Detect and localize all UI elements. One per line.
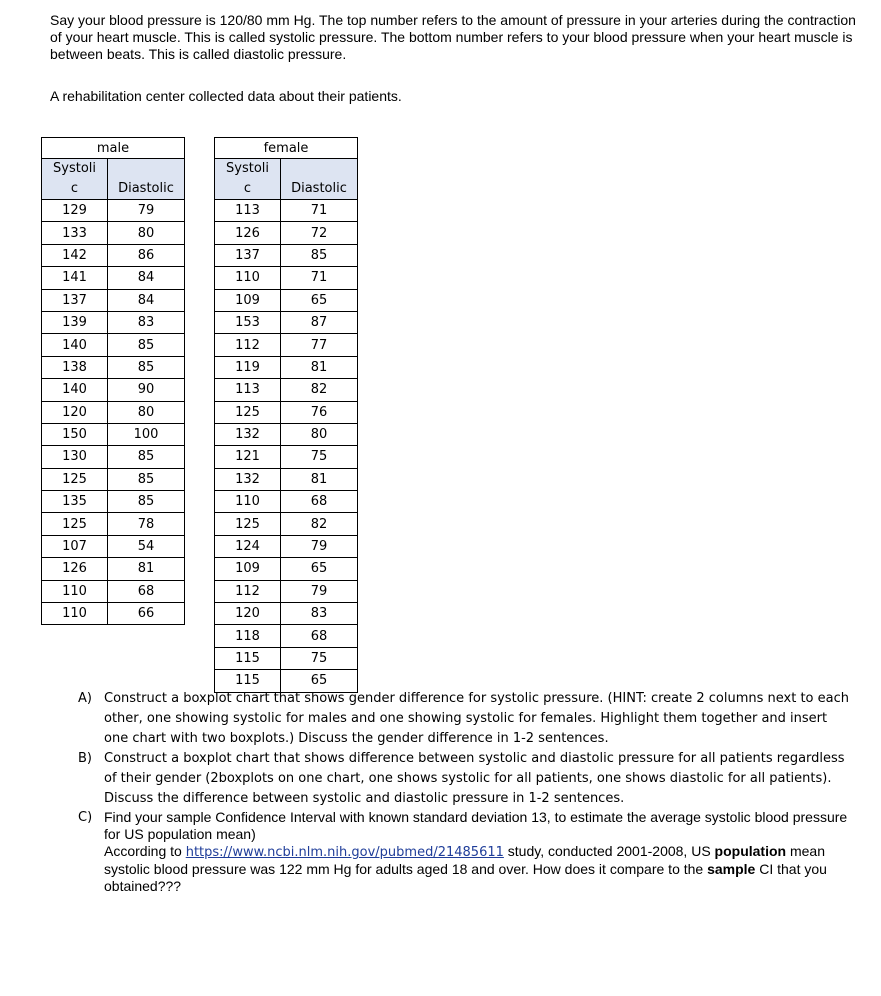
male-diastolic-cell: 90: [108, 379, 185, 401]
question-c-middle: mean systolic blood pressure was 122 mm Hg for adults aged 18 and over. How does it compare to the: [104, 843, 826, 877]
male-table-body: [42, 200, 185, 625]
male-diastolic-cell: 85: [108, 356, 185, 378]
male-diastolic-cell: 100: [108, 423, 185, 445]
male-systolic-header-line2: c: [70, 181, 79, 196]
male-diastolic-cell: 85: [108, 446, 185, 468]
male-table-row: [42, 468, 185, 490]
male-systolic-cell: 135: [42, 491, 108, 513]
female-systolic-cell: 113: [215, 379, 281, 401]
male-table-row: [42, 244, 185, 266]
male-table-row: [42, 491, 185, 513]
female-table-row: [215, 491, 358, 513]
male-table-row: [42, 222, 185, 244]
female-diastolic-cell: 65: [281, 289, 358, 311]
female-table-row: [215, 580, 358, 602]
male-diastolic-cell: 54: [108, 535, 185, 557]
female-diastolic-cell: 68: [281, 491, 358, 513]
female-diastolic-cell: 82: [281, 379, 358, 401]
female-table-row: [215, 244, 358, 266]
male-diastolic-cell: 81: [108, 558, 185, 580]
female-systolic-cell: 113: [215, 200, 281, 222]
female-table-body: [215, 200, 358, 693]
male-systolic-cell: 126: [42, 558, 108, 580]
female-diastolic-cell: 81: [281, 356, 358, 378]
female-diastolic-cell: 79: [281, 580, 358, 602]
female-systolic-cell: 120: [215, 603, 281, 625]
pubmed-link[interactable]: https://www.ncbi.nlm.nih.gov/pubmed/21485611: [185, 845, 504, 860]
question-a-text: Construct a boxplot chart that shows gender difference for systolic pressure. (HINT: create 2 columns next to each other, one showing systolic for males and one showing systolic for females. Highlight them together and insert one chart with two boxplots.) Discuss the gender difference in 1-2 sentences.: [104, 691, 849, 746]
question-a-letter: A): [78, 691, 92, 706]
female-systolic-cell: 126: [215, 222, 281, 244]
male-diastolic-cell: 85: [108, 491, 185, 513]
male-systolic-cell: 139: [42, 311, 108, 333]
male-systolic-cell: 141: [42, 267, 108, 289]
male-table-row: [42, 267, 185, 289]
male-diastolic-cell: 86: [108, 244, 185, 266]
female-systolic-cell: 112: [215, 334, 281, 356]
female-table-title: female: [215, 138, 358, 159]
female-table-row: [215, 603, 358, 625]
female-table-row: [215, 468, 358, 490]
male-systolic-cell: 120: [42, 401, 108, 423]
male-systolic-cell: 110: [42, 580, 108, 602]
female-diastolic-header: Diastolic: [281, 159, 358, 200]
female-systolic-header: [215, 159, 281, 200]
question-c-according: According to: [104, 843, 186, 859]
female-diastolic-cell: 68: [281, 625, 358, 647]
male-systolic-cell: 125: [42, 468, 108, 490]
question-c-text: [104, 809, 853, 895]
female-table-row: [215, 558, 358, 580]
male-systolic-cell: 125: [42, 513, 108, 535]
female-diastolic-cell: 71: [281, 267, 358, 289]
male-systolic-header: [42, 159, 108, 200]
population-bold: population: [714, 843, 787, 859]
male-table-row: [42, 446, 185, 468]
female-systolic-cell: 109: [215, 558, 281, 580]
male-diastolic-cell: 84: [108, 267, 185, 289]
female-diastolic-cell: 80: [281, 423, 358, 445]
female-table-row: [215, 200, 358, 222]
female-diastolic-cell: 76: [281, 401, 358, 423]
male-diastolic-cell: 79: [108, 200, 185, 222]
female-systolic-cell: 112: [215, 580, 281, 602]
male-systolic-cell: 133: [42, 222, 108, 244]
female-systolic-cell: 110: [215, 491, 281, 513]
male-diastolic-cell: 66: [108, 603, 185, 625]
male-systolic-cell: 129: [42, 200, 108, 222]
female-diastolic-cell: 87: [281, 311, 358, 333]
question-c-letter: C): [78, 810, 93, 825]
female-table-row: [215, 379, 358, 401]
question-b-letter: B): [78, 751, 92, 766]
male-diastolic-cell: 80: [108, 222, 185, 244]
male-table-row: [42, 603, 185, 625]
female-diastolic-cell: 79: [281, 535, 358, 557]
question-c-line1: Find your sample Confidence Interval with known standard deviation 13, to estimate the average systolic blood pressure for US population mean): [104, 809, 848, 842]
female-systolic-header-line1: Systoli: [226, 161, 269, 176]
female-diastolic-cell: 77: [281, 334, 358, 356]
male-systolic-cell: 138: [42, 356, 108, 378]
male-table-row: [42, 289, 185, 311]
female-systolic-cell: 132: [215, 468, 281, 490]
male-diastolic-cell: 68: [108, 580, 185, 602]
female-table-row: [215, 267, 358, 289]
female-systolic-cell: 132: [215, 423, 281, 445]
female-diastolic-cell: 65: [281, 670, 358, 692]
intro-paragraph: Say your blood pressure is 120/80 mm Hg. The top number refers to the amount of pressure in your arteries during the contraction of your heart muscle. This is called systolic pressure. The bottom number refers to your blood pressure when your heart muscle is between beats. This is called diastolic pressure.: [50, 12, 856, 62]
male-systolic-cell: 110: [42, 603, 108, 625]
female-diastolic-cell: 75: [281, 647, 358, 669]
male-diastolic-cell: 85: [108, 468, 185, 490]
male-table-row: [42, 356, 185, 378]
female-systolic-cell: 119: [215, 356, 281, 378]
question-a: [78, 689, 853, 749]
female-table-row: [215, 446, 358, 468]
female-table-row: [215, 356, 358, 378]
male-table-row: [42, 535, 185, 557]
female-systolic-cell: 137: [215, 244, 281, 266]
male-systolic-cell: 130: [42, 446, 108, 468]
male-table-row: [42, 311, 185, 333]
female-table-row: [215, 401, 358, 423]
male-table-title: male: [42, 138, 185, 159]
female-systolic-cell: 125: [215, 513, 281, 535]
question-c-end: CI that you obtained???: [104, 861, 827, 894]
female-diastolic-cell: 75: [281, 446, 358, 468]
female-table-row: [215, 311, 358, 333]
female-table-row: [215, 334, 358, 356]
male-table-row: [42, 379, 185, 401]
female-diastolic-cell: 72: [281, 222, 358, 244]
male-diastolic-cell: 83: [108, 311, 185, 333]
female-table-row: [215, 222, 358, 244]
male-table: [41, 137, 185, 625]
female-table: [214, 137, 358, 693]
female-systolic-cell: 115: [215, 670, 281, 692]
female-systolic-cell: 124: [215, 535, 281, 557]
female-table-row: [215, 535, 358, 557]
male-table-row: [42, 423, 185, 445]
female-systolic-cell: 121: [215, 446, 281, 468]
question-b: [78, 749, 853, 809]
male-systolic-cell: 140: [42, 334, 108, 356]
male-diastolic-header: Diastolic: [108, 159, 185, 200]
male-table-row: [42, 200, 185, 222]
female-systolic-header-line2: c: [243, 181, 252, 196]
female-systolic-cell: 118: [215, 625, 281, 647]
male-table-row: [42, 334, 185, 356]
male-table-row: [42, 580, 185, 602]
male-systolic-cell: 140: [42, 379, 108, 401]
female-table-row: [215, 423, 358, 445]
male-diastolic-cell: 80: [108, 401, 185, 423]
sample-bold: sample: [707, 861, 756, 877]
questions-list: [78, 689, 853, 895]
female-diastolic-cell: 81: [281, 468, 358, 490]
female-diastolic-cell: 83: [281, 603, 358, 625]
male-table-row: [42, 401, 185, 423]
question-b-text: Construct a boxplot chart that shows difference between systolic and diastolic pressure for all patients regardless of their gender (2boxplots on one chart, one shows systolic for all patients, one shows diastolic for all patients). Discuss the difference between systolic and diastolic pressure in 1-2 sentences.: [104, 751, 845, 806]
question-c-after-link: study, conducted 2001-2008, US: [503, 843, 715, 859]
female-diastolic-cell: 65: [281, 558, 358, 580]
male-systolic-cell: 150: [42, 423, 108, 445]
male-systolic-cell: 107: [42, 535, 108, 557]
female-diastolic-cell: 85: [281, 244, 358, 266]
male-table-row: [42, 558, 185, 580]
female-systolic-cell: 110: [215, 267, 281, 289]
female-systolic-cell: 109: [215, 289, 281, 311]
female-table-row: [215, 513, 358, 535]
female-systolic-cell: 115: [215, 647, 281, 669]
female-diastolic-cell: 71: [281, 200, 358, 222]
female-systolic-cell: 125: [215, 401, 281, 423]
male-table-row: [42, 513, 185, 535]
male-systolic-cell: 142: [42, 244, 108, 266]
question-c: [78, 809, 853, 895]
female-systolic-cell: 153: [215, 311, 281, 333]
male-systolic-cell: 137: [42, 289, 108, 311]
female-table-row: [215, 647, 358, 669]
male-diastolic-cell: 78: [108, 513, 185, 535]
female-diastolic-cell: 82: [281, 513, 358, 535]
male-diastolic-cell: 84: [108, 289, 185, 311]
male-diastolic-cell: 85: [108, 334, 185, 356]
male-systolic-header-line1: Systoli: [53, 161, 96, 176]
female-table-row: [215, 289, 358, 311]
intro-paragraph-2: A rehabilitation center collected data about their patients.: [50, 88, 402, 104]
female-table-row: [215, 625, 358, 647]
